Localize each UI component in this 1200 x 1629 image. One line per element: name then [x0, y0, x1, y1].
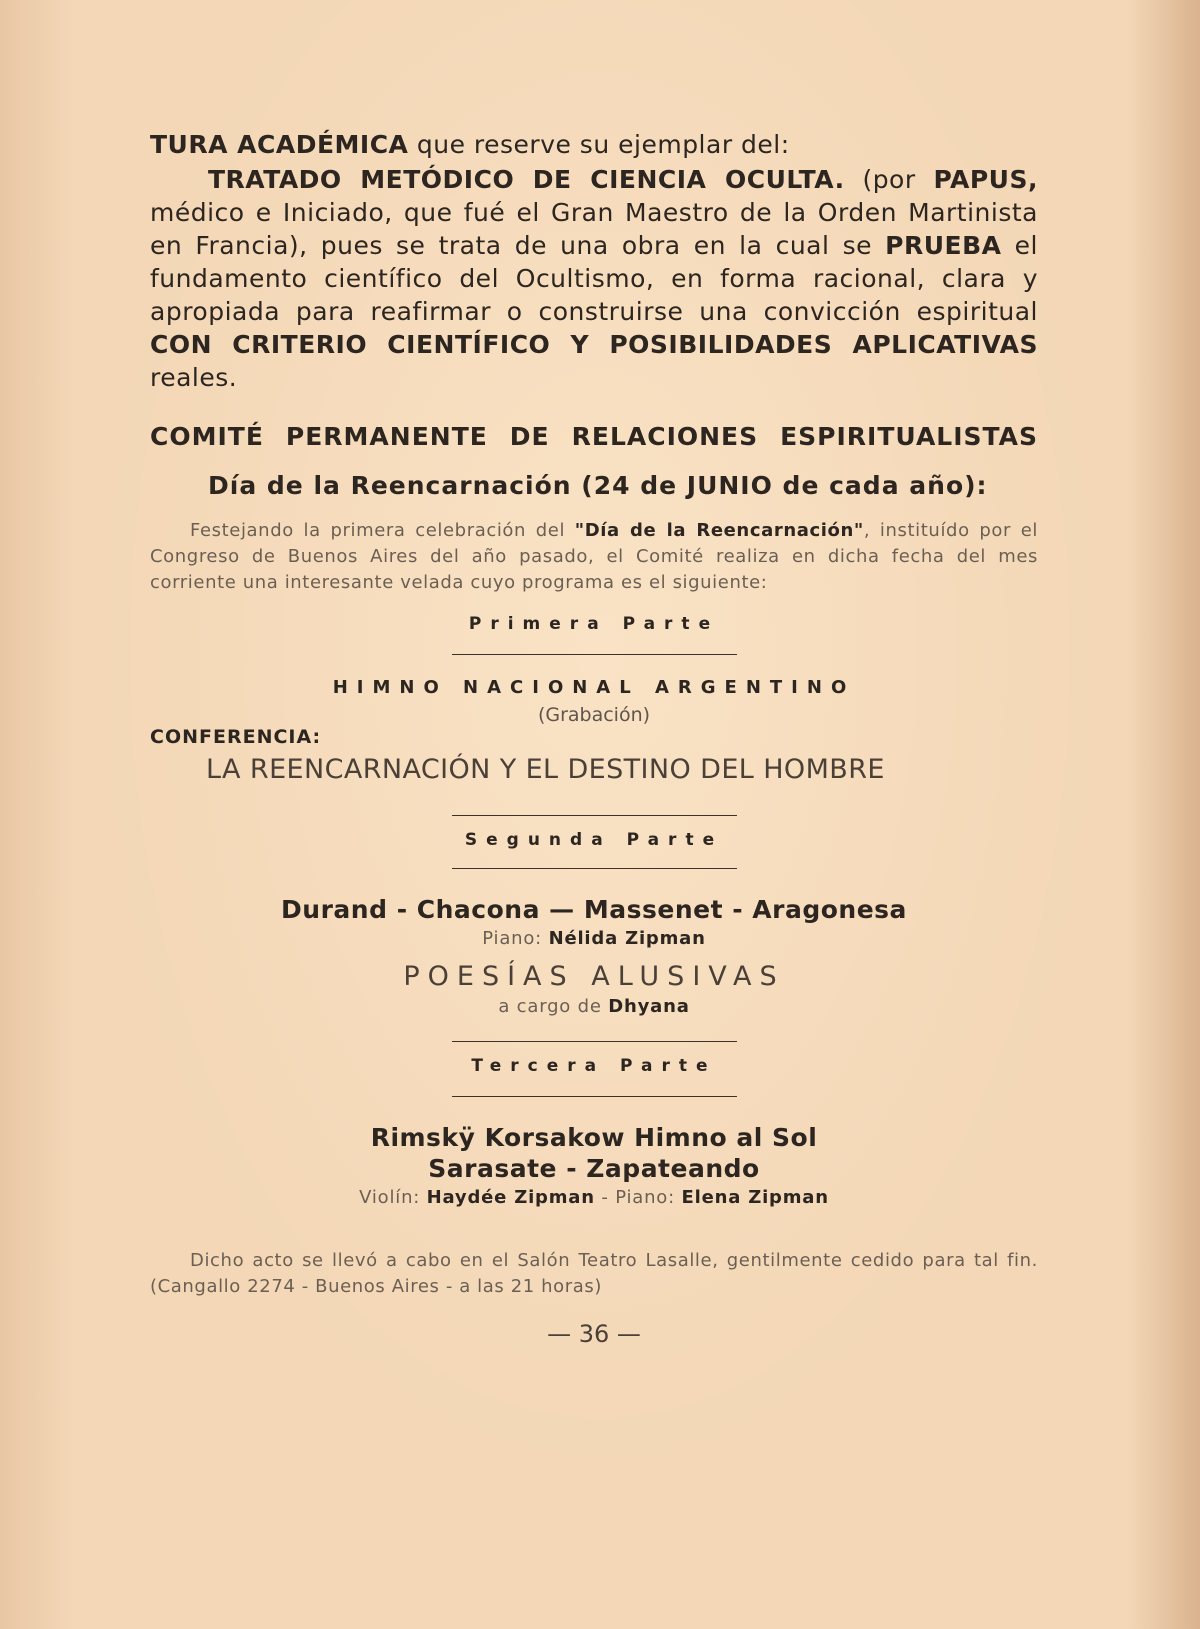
intro-line: [150, 128, 1038, 161]
conference-label: CONFERENCIA:: [150, 726, 322, 748]
divider: [452, 1041, 737, 1042]
treatise-text-1: (por: [844, 165, 934, 194]
page-content: [150, 128, 1038, 1348]
comite-word: DE: [509, 422, 550, 451]
treatise-text-4: reales.: [150, 363, 238, 392]
divider: [452, 1096, 737, 1097]
part-three-heading: Tercera Parte: [471, 1056, 717, 1076]
reincarnation-day-heading: Día de la Reencarnación (24 de JUNIO de cada año):: [208, 471, 988, 500]
reader-label: a cargo de: [498, 996, 609, 1017]
work-durand-massenet: Durand - Chacona — Massenet - Aragonesa: [281, 895, 907, 924]
performers-line: [150, 1187, 1038, 1208]
divider: [452, 815, 737, 816]
piano-label: Piano:: [615, 1187, 682, 1208]
announcement-paragraph: [150, 518, 1038, 596]
comite-word: COMITÉ: [150, 422, 264, 451]
performer-name: Nélida Zipman: [548, 928, 706, 949]
recording-note: (Grabación): [537, 704, 651, 726]
comite-word: RELACIONES: [571, 422, 759, 451]
performer-line: [150, 928, 1038, 949]
intro-bold: TURA ACADÉMICA: [150, 130, 409, 159]
comite-word: ESPIRITUALISTAS: [780, 422, 1038, 451]
announcement-text-1: Festejando la primera celebración del: [190, 520, 575, 541]
treatise-title: TRATADO METÓDICO DE CIENCIA OCULTA.: [208, 165, 845, 194]
part-one-heading: Primera Parte: [468, 614, 720, 634]
poems-reader-line: [150, 996, 1038, 1017]
anthem-title: HIMNO NACIONAL ARGENTINO: [332, 677, 856, 698]
prueba-word: PRUEBA: [885, 231, 1002, 260]
separator: -: [594, 1187, 616, 1208]
comite-heading: [150, 422, 1038, 451]
work-rimsky: Rimskÿ Korsakow Himno al Sol: [370, 1123, 818, 1152]
instrument-label: Piano:: [482, 928, 549, 949]
conference-title: LA REENCARNACIÓN Y EL DESTINO DEL HOMBRE: [206, 754, 885, 785]
pianist-name: Elena Zipman: [681, 1187, 829, 1208]
announcement-text-2: , instituído por el Congreso de Buenos Aires del año pasado, el Comité realiza en dicha fecha del mes corriente una interesante velada cuyo programa es el siguiente:: [150, 520, 1038, 593]
treatise-text-3: el fundamento científico del Ocultismo, en forma racional, clara y apropiada para reafirmar o construirse una convicción espiritual: [150, 231, 1038, 326]
treatise-text-2: médico e Iniciado, que fué el Gran Maestro de la Orden Martinista en Francia), pues se trata de una obra en la cual se: [150, 198, 1038, 260]
criterio-phrase: CON CRITERIO CIENTÍFICO Y POSIBILIDADES APLICATIVAS: [150, 330, 1038, 359]
poems-title: POESÍAS ALUSIVAS: [403, 961, 785, 992]
violin-label: Violín:: [359, 1187, 427, 1208]
announcement-bold: "Día de la Reencarnación": [574, 520, 864, 541]
page-number: — 36 —: [547, 1320, 641, 1348]
divider: [452, 654, 737, 655]
violinist-name: Haydée Zipman: [426, 1187, 595, 1208]
reader-name: Dhyana: [608, 996, 690, 1017]
work-sarasate: Sarasate - Zapateando: [428, 1154, 760, 1183]
closing-paragraph: Dicho acto se llevó a cabo en el Salón Teatro Lasalle, gentilmente cedido para tal fin. (Cangallo 2274 - Buenos Aires - a las 21 horas): [150, 1250, 1038, 1297]
divider: [452, 868, 737, 869]
author-name: PAPUS,: [933, 165, 1038, 194]
comite-word: PERMANENTE: [285, 422, 488, 451]
part-two-heading: Segunda Parte: [464, 830, 724, 850]
treatise-paragraph: [150, 163, 1038, 394]
program-part-two: [150, 815, 1038, 1208]
program: [150, 614, 1038, 726]
intro-rest: que reserve su ejemplar del:: [408, 130, 790, 159]
